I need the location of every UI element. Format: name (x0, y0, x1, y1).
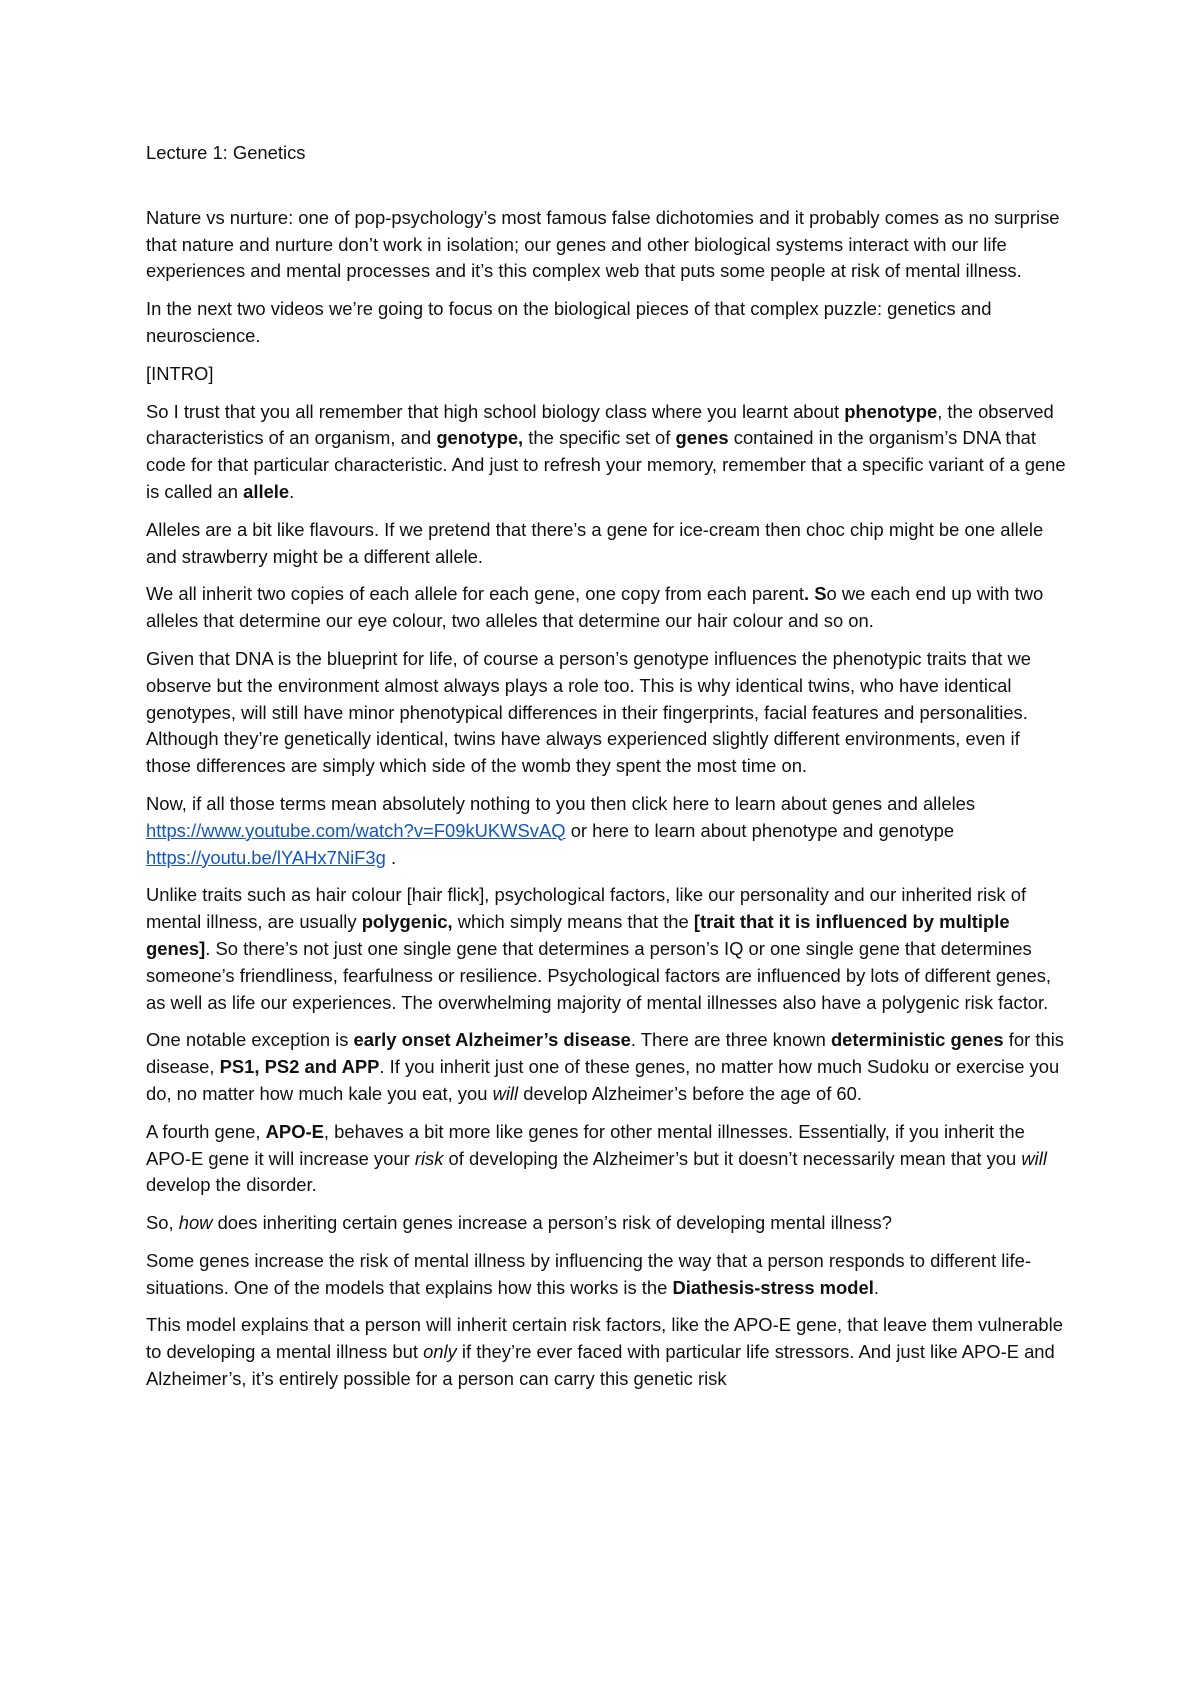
text-run: Some genes increase the risk of mental illness by influencing the way that a person responds to different life-situations. One of the models that explains how this works is the (146, 1249, 1031, 1298)
paragraph (146, 646, 1066, 780)
text-run: for this disease, (146, 1029, 1064, 1078)
bold-term: genotype, (436, 427, 524, 449)
paragraph (146, 1027, 1066, 1107)
text-run: contained in the organism’s DNA that code for that particular characteristic. And just to refresh your memory, remember that a specific variant of a gene is called an (146, 427, 1066, 502)
text-run: , behaves a bit more like genes for other mental illnesses. Essentially, if you inherit the APO-E gene it will increase your (146, 1120, 1025, 1169)
paragraph (146, 1312, 1066, 1392)
paragraph (146, 517, 1066, 571)
paragraph (146, 882, 1066, 1016)
text-run: . (289, 480, 295, 502)
bold-term: early onset Alzheimer’s disease (353, 1029, 631, 1051)
text-run: Nature vs nurture: one of pop-psychology’s most famous false dichotomies and it probably comes as no surprise that nature and nurture don’t work in isolation; our genes and other biological systems interact with our life experiences and mental processes and it’s this complex web that puts some people at risk of mental illness. (146, 206, 1060, 282)
text-run: One notable exception is (146, 1029, 354, 1051)
bold-term: polygenic, (361, 911, 453, 933)
paragraph (146, 1119, 1066, 1199)
paragraph (146, 399, 1066, 506)
text-run: , the observed characteristics of an organism, and (146, 400, 1054, 449)
bold-term: [trait that it is influenced by multiple genes] (146, 911, 1010, 959)
text-run: This model explains that a person will inherit certain risk factors, like the APO-E gene, that leave them vulnerable to developing a mental illness but (146, 1314, 1063, 1363)
text-run: develop Alzheimer’s before the age of 60. (518, 1082, 862, 1104)
text-run: . (873, 1276, 879, 1298)
italic-emphasis: only (423, 1341, 457, 1363)
paragraph (146, 361, 1066, 388)
paragraph-list (146, 205, 1066, 1393)
paragraph (146, 296, 1066, 350)
text-run: [INTRO] (146, 362, 214, 384)
paragraph (146, 791, 1066, 871)
bold-term: allele (243, 480, 290, 502)
text-run: . There are three known (630, 1029, 831, 1051)
text-run: So, (146, 1212, 179, 1234)
text-run: does inheriting certain genes increase a person’s risk of developing mental illness? (212, 1212, 892, 1234)
text-run: o we each end up with two alleles that determine our eye colour, two alleles that determine our hair colour and so on. (146, 583, 1044, 632)
text-run: Alleles are a bit like flavours. If we pretend that there’s a gene for ice-cream then choc chip might be one allele and strawberry might be a different allele. (146, 518, 1044, 567)
text-run: A fourth gene, (146, 1120, 266, 1142)
bold-term: genes (675, 427, 729, 449)
bold-term: . S (804, 583, 827, 605)
text-run: We all inherit two copies of each allele for each gene, one copy from each parent (146, 583, 805, 605)
hyperlink[interactable]: https://youtu.be/lYAHx7NiF3g (146, 846, 386, 868)
text-run: In the next two videos we’re going to focus on the biological pieces of that complex puzzle: genetics and neuroscience. (146, 298, 992, 346)
bold-term: phenotype (844, 400, 938, 422)
hyperlink[interactable]: https://www.youtube.com/watch?v=F09kUKWSvAQ (146, 819, 566, 841)
bold-term: Diathesis-stress model (672, 1276, 874, 1298)
text-run: if they’re ever faced with particular life stressors. And just like APO-E and Alzheimer’s, it’s entirely possible for a person can carry this genetic risk (146, 1341, 1055, 1390)
text-run: which simply means that the (452, 911, 694, 933)
document-title: Lecture 1: Genetics (146, 142, 306, 163)
paragraph (146, 1210, 1066, 1237)
text-run: develop the disorder. (146, 1174, 317, 1196)
text-run: Given that DNA is the blueprint for life, of course a person’s genotype influences the phenotypic traits that we observe but the environment almost always plays a role too. This is why identical twins, who have identical genotypes, will still have minor phenotypical differences in their fingerprints, facial features and personalities. Although they’re genetically identical, twins have always experienced slightly different environments, even if those differences are simply which side of the womb they spent the most time on. (146, 647, 1031, 777)
text-run: Now, if all those terms mean absolutely nothing to you then click here to learn about genes and alleles (146, 792, 976, 814)
paragraph (146, 581, 1066, 635)
text-run: . So there’s not just one single gene that determines a person’s IQ or one single gene that determines someone’s friendliness, fearfulness or resilience. Psychological factors are influenced by lots of different genes, as well as life our experiences. The overwhelming majority of mental illnesses also have a polygenic risk factor. (146, 937, 1052, 1013)
italic-emphasis: how (178, 1212, 213, 1234)
text-run: or here to learn about phenotype and genotype (565, 819, 955, 841)
bold-term: APO-E (265, 1120, 324, 1142)
text-run: of developing the Alzheimer’s but it doesn’t necessarily mean that you (443, 1147, 1022, 1169)
italic-emphasis: will (1021, 1147, 1047, 1169)
bold-term: PS1, PS2 and APP (219, 1056, 380, 1078)
text-run: the specific set of (523, 427, 676, 449)
bold-term: deterministic genes (830, 1029, 1004, 1051)
italic-emphasis: risk (414, 1147, 444, 1169)
document-body (146, 140, 1066, 1404)
text-run: Unlike traits such as hair colour [hair flick], psychological factors, like our personality and our inherited risk of mental illness, are usually (146, 884, 1027, 933)
text-run: . (385, 846, 397, 868)
text-run: So I trust that you all remember that high school biology class where you learnt about (146, 400, 845, 422)
text-run: . If you inherit just one of these genes, no matter how much Sudoku or exercise you do, no matter how much kale you eat, you (146, 1056, 1060, 1104)
paragraph (146, 1248, 1066, 1302)
paragraph (146, 205, 1066, 285)
italic-emphasis: will (492, 1082, 519, 1104)
